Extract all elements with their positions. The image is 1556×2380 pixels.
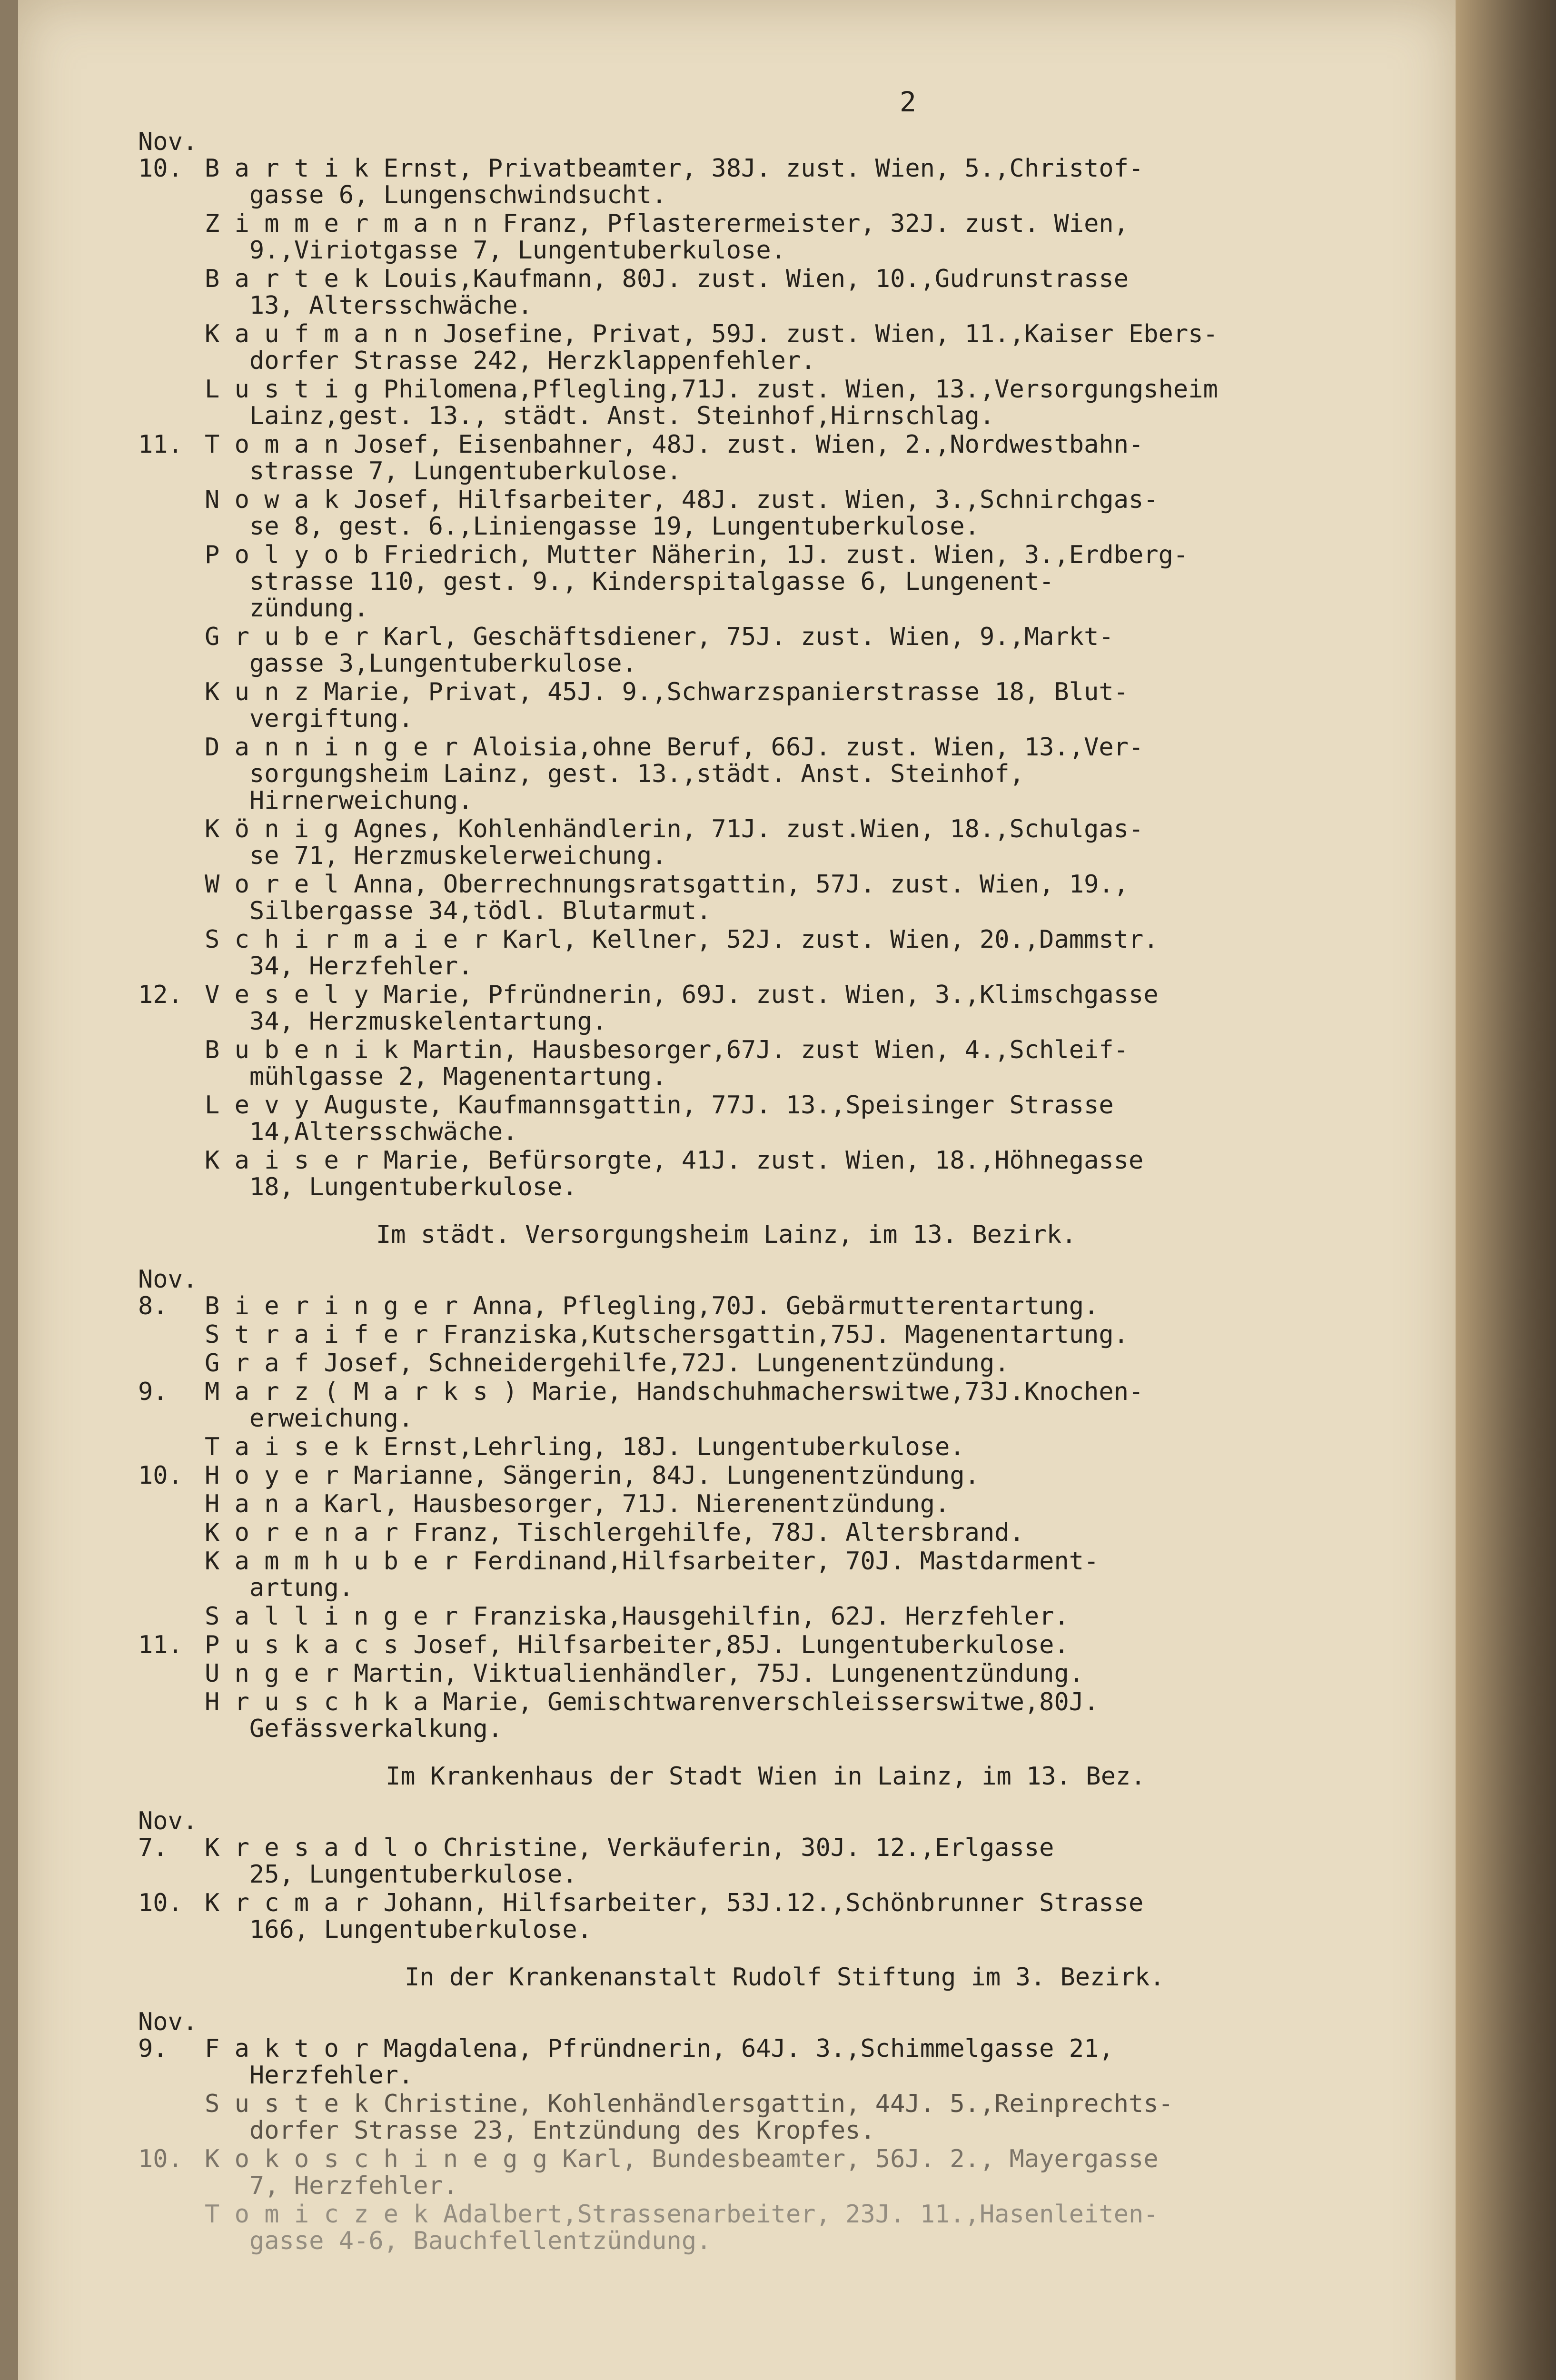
- entry-day: [138, 376, 205, 429]
- entry-surname: N o w a k: [205, 486, 339, 514]
- entry-details: Karl, Hausbesorger, 71J. Nierenentzündung.: [309, 1490, 950, 1518]
- entry-surname: H a n a: [205, 1490, 309, 1518]
- entry-month: Nov.: [138, 2008, 198, 2036]
- paper-shadow: [1517, 0, 1550, 2380]
- entry-text: [205, 1689, 1476, 1742]
- entry-text: [205, 816, 1476, 869]
- entry-surname: U n g e r: [205, 1659, 339, 1688]
- register-entry: [138, 1350, 1476, 1377]
- register-entry: [138, 1434, 1476, 1460]
- entry-day: [138, 1147, 205, 1200]
- entry-text: [205, 321, 1476, 374]
- entry-text: [205, 1491, 1476, 1517]
- register-content: [138, 86, 1476, 2256]
- entry-surname: T o m a n: [205, 430, 339, 459]
- section-4-entries: [138, 2009, 1476, 2254]
- entry-day: [138, 1548, 205, 1601]
- entry-text: [205, 1660, 1476, 1687]
- entry-surname: K a u f m a n n: [205, 320, 428, 348]
- entry-details: Anna, Oberrechnungsratsgattin, 57J. zust. Wien, 19., Silbergasse 34,tödl. Blutarmut.: [249, 870, 1129, 925]
- entry-details: Philomena,Pflegling,71J. zust. Wien, 13.,Versorgungsheim Lainz,gest. 13., städt. Anst. Steinhof,Hirnschlag.: [249, 375, 1218, 430]
- entry-day: [138, 1350, 205, 1377]
- entry-surname: S c h i r m a i e r: [205, 925, 488, 954]
- entry-details: Karl, Geschäftsdiener, 75J. zust. Wien, 9.,Markt- gasse 3,Lungentuberkulose.: [249, 623, 1114, 678]
- register-entry: [138, 486, 1476, 540]
- entry-day: [138, 816, 205, 869]
- entry-text: [205, 2091, 1476, 2144]
- entry-details: Friedrich, Mutter Näherin, 1J. zust. Wien, 3.,Erdberg- strasse 110, gest. 9., Kinderspitalgasse 6, Lungenent- zündung.: [249, 541, 1189, 623]
- entry-details: Martin, Hausbesorger,67J. zust Wien, 4.,Schleif- mühlgasse 2, Magenentartung.: [249, 1036, 1129, 1091]
- entry-day: [138, 210, 205, 264]
- entry-text: [205, 542, 1476, 622]
- section-2-entries: [138, 1266, 1476, 1742]
- entry-details: Marianne, Sängerin, 84J. Lungenentzündung.: [338, 1461, 980, 1490]
- register-entry: [138, 871, 1476, 924]
- entry-day: 10.: [138, 2145, 183, 2173]
- entry-day: 10.: [138, 154, 183, 183]
- entry-day: 9.: [138, 1378, 168, 1406]
- register-entry: [138, 679, 1476, 732]
- entry-details: Franziska,Kutschersgattin,75J. Magenentartung.: [428, 1320, 1129, 1349]
- entry-day: [138, 321, 205, 374]
- register-entry: [138, 1689, 1476, 1742]
- entry-details: Magdalena, Pfründnerin, 64J. 3.,Schimmelgasse 21, Herzfehler.: [249, 2034, 1114, 2090]
- entry-day: [138, 871, 205, 924]
- entry-text: [205, 376, 1476, 429]
- entry-surname: F a k t o r: [205, 2034, 369, 2063]
- register-entry: [138, 1147, 1476, 1200]
- register-entry: [138, 542, 1476, 622]
- entry-day: [138, 1037, 205, 1090]
- entry-surname: T a i s e k: [205, 1433, 369, 1461]
- entry-day: [138, 1519, 205, 1546]
- section-4-heading: In der Krankenanstalt Rudolf Stiftung im 3. Bezirk.: [405, 1963, 1165, 1992]
- entry-surname: K a m m h u b e r: [205, 1547, 458, 1576]
- entry-day: 12.: [138, 981, 183, 1009]
- entry-day: 8.: [138, 1292, 168, 1320]
- entry-details: Marie, Pfründnerin, 69J. zust. Wien, 3.,Klimschgasse 34, Herzmuskelentartung.: [249, 981, 1159, 1036]
- entry-details: Ernst, Privatbeamter, 38J. zust. Wien, 5.,Christof- gasse 6, Lungenschwindsucht.: [249, 154, 1144, 209]
- entry-day: 11.: [138, 1631, 183, 1659]
- entry-details: Franz, Pflasterermeister, 32J. zust. Wien, 9.,Viriotgasse 7, Lungentuberkulose.: [249, 209, 1129, 265]
- entry-surname: P o l y o b: [205, 541, 369, 569]
- entry-day: 10.: [138, 1461, 183, 1490]
- entry-surname: G r a f: [205, 1349, 309, 1378]
- entry-surname: K o r e n a r: [205, 1518, 398, 1547]
- entry-text: [205, 210, 1476, 264]
- entry-details: Ernst,Lehrling, 18J. Lungentuberkulose.: [368, 1433, 965, 1461]
- register-entry: [138, 1632, 1476, 1658]
- entry-surname: P u s k a c s: [205, 1631, 398, 1659]
- entry-day: [138, 1092, 205, 1145]
- entry-surname: H o y e r: [205, 1461, 339, 1490]
- entry-details: Ferdinand,Hilfsarbeiter, 70J. Mastdarment- artung.: [249, 1547, 1099, 1602]
- entry-day: 11.: [138, 430, 183, 459]
- register-entry: [138, 155, 1476, 208]
- entry-text: [205, 1835, 1476, 1888]
- entry-surname: S u s t e k: [205, 2090, 369, 2118]
- entry-surname: G r u b e r: [205, 623, 369, 651]
- entry-day: [138, 2201, 205, 2254]
- entry-details: Johann, Hilfsarbeiter, 53J.12.,Schönbrunner Strasse 166, Lungentuberkulose.: [249, 1889, 1144, 1944]
- entry-day: [138, 1660, 205, 1687]
- entry-text: [205, 1434, 1476, 1460]
- register-entry: [138, 1519, 1476, 1546]
- register-entry: [138, 1890, 1476, 1943]
- entry-day: [138, 734, 205, 814]
- register-entry: [138, 2201, 1476, 2254]
- entry-details: Marie, Gemischtwarenverschleisserswitwe,80J. Gefässverkalkung.: [249, 1688, 1099, 1743]
- entry-text: [205, 1092, 1476, 1145]
- entry-details: Franz, Tischlergehilfe, 78J. Altersbrand.: [398, 1518, 1024, 1547]
- entry-text: [205, 1037, 1476, 1090]
- register-entry: [138, 1603, 1476, 1630]
- entry-surname: L u s t i g: [205, 375, 369, 404]
- entry-details: Agnes, Kohlenhändlerin, 71J. zust.Wien, 18.,Schulgas- se 71, Herzmuskelerweichung.: [249, 815, 1144, 870]
- entry-details: Christine, Verkäuferin, 30J. 12.,Erlgasse 25, Lungentuberkulose.: [249, 1834, 1054, 1889]
- entry-details: Marie, Privat, 45J. 9.,Schwarzspanierstrasse 18, Blut- vergiftung.: [249, 678, 1129, 733]
- register-entry: [138, 1321, 1476, 1348]
- entry-day: 9.: [138, 2034, 168, 2063]
- entry-text: [205, 266, 1476, 319]
- entry-surname: K r c m a r: [205, 1889, 369, 1917]
- register-entry: [138, 1037, 1476, 1090]
- entry-surname: B a r t e k: [205, 265, 369, 293]
- section-1: [138, 129, 1476, 1200]
- entry-details: Josef, Eisenbahner, 48J. zust. Wien, 2.,Nordwestbahn- strasse 7, Lungentuberkulose.: [249, 430, 1144, 486]
- entry-text: [205, 431, 1476, 485]
- entry-surname: M a r z ( M a r k s ): [205, 1378, 518, 1406]
- entry-month: Nov.: [138, 128, 198, 156]
- entry-details: Franziska,Hausgehilfin, 62J. Herzfehler.: [458, 1602, 1069, 1631]
- entry-day: [138, 1434, 205, 1460]
- entry-details: Marie, Befürsorgte, 41J. zust. Wien, 18.,Höhnegasse 18, Lungentuberkulose.: [249, 1146, 1144, 1201]
- register-entry: [138, 266, 1476, 319]
- entry-surname: S t r a i f e r: [205, 1320, 428, 1349]
- entry-day: 10.: [138, 1889, 183, 1917]
- register-entry: [138, 1462, 1476, 1489]
- entry-details: Christine, Kohlenhändlersgattin, 44J. 5.,Reinprechts- dorfer Strasse 23, Entzündung des Kropfes.: [249, 2090, 1173, 2145]
- section-2-heading: Im städt. Versorgungsheim Lainz, im 13. Bezirk.: [376, 1220, 1077, 1249]
- page-number: 2: [900, 86, 916, 118]
- entry-text: [205, 155, 1476, 208]
- entry-details: Karl, Kellner, 52J. zust. Wien, 20.,Dammstr. 34, Herzfehler.: [249, 925, 1159, 981]
- entry-details: Josef, Schneidergehilfe,72J. Lungenentzündung.: [309, 1349, 1010, 1378]
- entry-surname: K r e s a d l o: [205, 1834, 428, 1862]
- entry-day: [138, 1689, 205, 1742]
- register-entry: [138, 321, 1476, 374]
- register-entry: [138, 926, 1476, 980]
- register-entry: [138, 2091, 1476, 2144]
- entry-details: Karl, Bundesbeamter, 56J. 2., Mayergasse 7, Herzfehler.: [249, 2145, 1159, 2200]
- entry-month: Nov.: [138, 1265, 198, 1294]
- register-entry: [138, 376, 1476, 429]
- entry-details: Martin, Viktualienhändler, 75J. Lungenentzündung.: [338, 1659, 1084, 1688]
- entry-surname: Z i m m e r m a n n: [205, 209, 488, 238]
- entry-text: [205, 926, 1476, 980]
- register-entry: [138, 1378, 1476, 1432]
- entry-day: [138, 926, 205, 980]
- entry-text: [205, 486, 1476, 540]
- register-entry: [138, 1491, 1476, 1517]
- entry-day: [138, 1603, 205, 1630]
- entry-details: Aloisia,ohne Beruf, 66J. zust. Wien, 13.,Ver- sorgungsheim Lainz, gest. 13.,städt. Anst. Steinhof, Hirnerweichung.: [249, 733, 1144, 815]
- register-entry: [138, 816, 1476, 869]
- entry-day: [138, 679, 205, 732]
- section-1-entries: [138, 129, 1476, 1200]
- register-entry: [138, 2146, 1476, 2199]
- entry-surname: D a n n i n g e r: [205, 733, 458, 762]
- entry-day: [138, 266, 205, 319]
- entry-text: [205, 1548, 1476, 1601]
- entry-text: [205, 2146, 1476, 2199]
- register-entry: [138, 982, 1476, 1035]
- entry-details: Josef, Hilfsarbeiter, 48J. zust. Wien, 3.,Schnirchgas- se 8, gest. 6.,Liniengasse 19, Lungentuberkulose.: [249, 486, 1159, 541]
- entry-surname: S a l l i n g e r: [205, 1602, 458, 1631]
- register-entry: [138, 431, 1476, 485]
- entry-surname: K ö n i g: [205, 815, 339, 843]
- entry-day: [138, 1321, 205, 1348]
- entry-surname: K a i s e r: [205, 1146, 369, 1175]
- entry-month: Nov.: [138, 1807, 198, 1835]
- entry-day: [138, 542, 205, 622]
- entry-text: [205, 624, 1476, 677]
- entry-text: [205, 1378, 1476, 1432]
- entry-surname: W o r e l: [205, 870, 339, 899]
- entry-text: [205, 734, 1476, 814]
- entry-text: [205, 871, 1476, 924]
- entry-day: [138, 1491, 205, 1517]
- entry-surname: H r u s c h k a: [205, 1688, 428, 1716]
- entry-details: Josefine, Privat, 59J. zust. Wien, 11.,Kaiser Ebers- dorfer Strasse 242, Herzklappenfehler.: [249, 320, 1218, 375]
- entry-text: [205, 679, 1476, 732]
- entry-text: [205, 1519, 1476, 1546]
- register-entry: [138, 1092, 1476, 1145]
- register-entry: [138, 210, 1476, 264]
- entry-text: [205, 1603, 1476, 1630]
- register-entry: [138, 1293, 1476, 1319]
- entry-surname: B u b e n i k: [205, 1036, 398, 1064]
- entry-surname: B a r t i k: [205, 154, 369, 183]
- entry-surname: K o k o s c h i n e g g: [205, 2145, 548, 2173]
- entry-details: Marie, Handschuhmacherswitwe,73J.Knochen- erweichung.: [249, 1378, 1144, 1433]
- entry-surname: T o m i c z e k: [205, 2200, 428, 2229]
- register-entry: [138, 1548, 1476, 1601]
- entry-surname: B i e r i n g e r: [205, 1292, 458, 1320]
- entry-text: [205, 2035, 1476, 2089]
- entry-details: Adalbert,Strassenarbeiter, 23J. 11.,Hasenleiten- gasse 4-6, Bauchfellentzündung.: [249, 2200, 1159, 2255]
- register-entry: [138, 734, 1476, 814]
- register-entry: [138, 2035, 1476, 2089]
- entry-text: [205, 1632, 1476, 1658]
- register-entry: [138, 624, 1476, 677]
- entry-details: Josef, Hilfsarbeiter,85J. Lungentuberkulose.: [398, 1631, 1069, 1659]
- entry-day: [138, 2091, 205, 2144]
- entry-text: [205, 2201, 1476, 2254]
- entry-day: [138, 624, 205, 677]
- entry-details: Louis,Kaufmann, 80J. zust. Wien, 10.,Gudrunstrasse 13, Altersschwäche.: [249, 265, 1129, 320]
- entry-day: [138, 486, 205, 540]
- entry-text: [205, 1350, 1476, 1377]
- entry-surname: V e s e l y: [205, 981, 369, 1009]
- section-3-entries: [138, 1808, 1476, 1943]
- register-entry: [138, 1835, 1476, 1888]
- entry-text: [205, 1890, 1476, 1943]
- entry-text: [205, 1462, 1476, 1489]
- entry-details: Anna, Pflegling,70J. Gebärmutterentartung.: [458, 1292, 1099, 1320]
- register-entry: [138, 1660, 1476, 1687]
- entry-surname: L e v y: [205, 1091, 309, 1120]
- entry-text: [205, 1147, 1476, 1200]
- entry-details: Auguste, Kaufmannsgattin, 77J. 13.,Speisinger Strasse 14,Altersschwäche.: [249, 1091, 1114, 1146]
- entry-text: [205, 982, 1476, 1035]
- entry-day: 7.: [138, 1834, 168, 1862]
- entry-surname: K u n z: [205, 678, 309, 706]
- entry-text: [205, 1321, 1476, 1348]
- entry-text: [205, 1293, 1476, 1319]
- section-3-heading: Im Krankenhaus der Stadt Wien in Lainz, im 13. Bez.: [386, 1762, 1146, 1791]
